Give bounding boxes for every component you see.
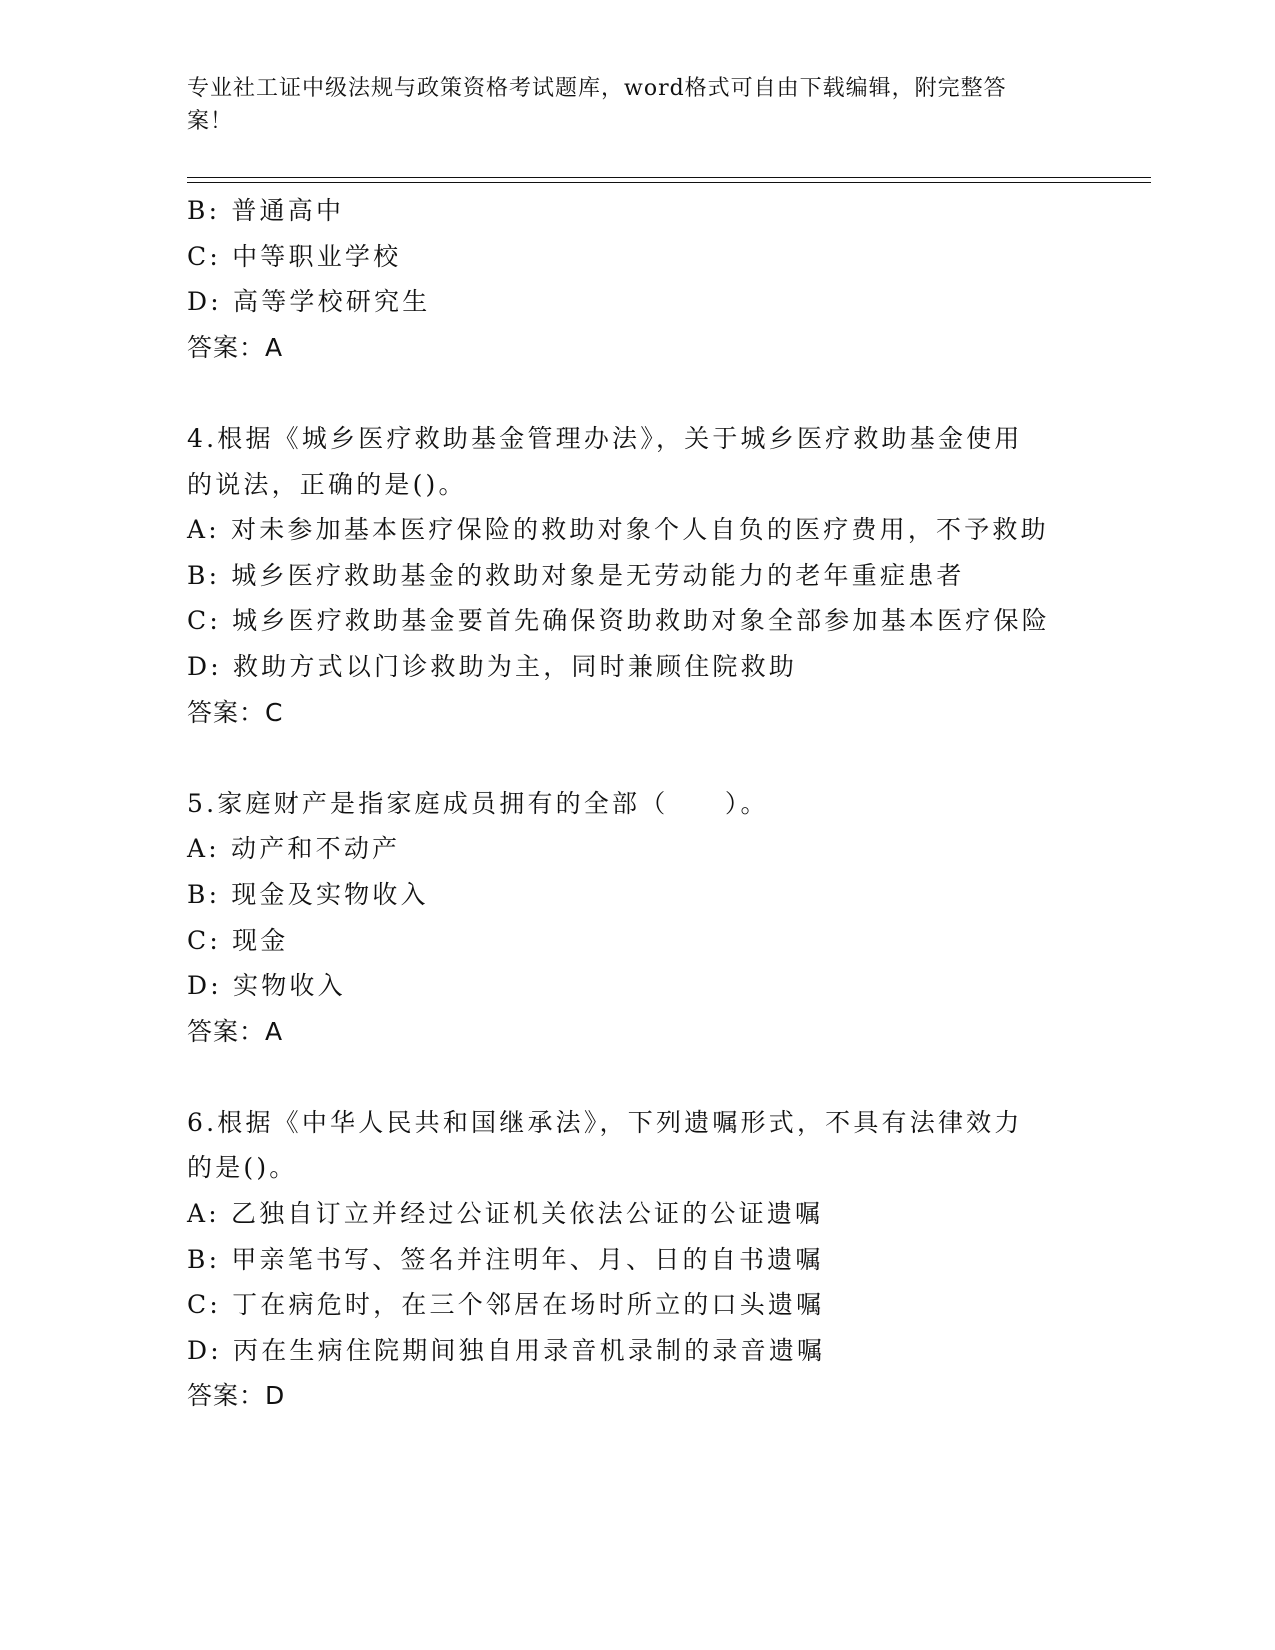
header-divider-bottom	[187, 182, 1151, 183]
answer-line: 答案：A	[187, 1016, 284, 1046]
option-b: B: 甲亲笔书写、签名并注明年、月、日的自书遗嘱	[187, 1244, 824, 1274]
answer-line: 答案：D	[187, 1381, 286, 1411]
header-line-1: 专业社工证中级法规与政策资格考试题库，word格式可自由下载编辑，附完整答	[187, 76, 1007, 101]
spacer	[187, 370, 1087, 416]
spacer	[187, 735, 1087, 781]
option-a: A: 对未参加基本医疗保险的救助对象个人自负的医疗费用，不予救助	[187, 515, 1049, 545]
option-c: C: 现金	[187, 925, 289, 955]
option-d: D: 救助方式以门诊救助为主，同时兼顾住院救助	[187, 651, 798, 681]
answer-line: 答案：A	[187, 332, 284, 362]
option-a: A: 乙独自订立并经过公证机关依法公证的公证遗嘱	[187, 1199, 824, 1229]
question-stem: 的说法，正确的是()。	[187, 469, 467, 499]
option-d: D: 实物收入	[187, 971, 346, 1001]
question-block-6	[187, 1100, 1087, 1419]
option-c: C: 城乡医疗救助基金要首先确保资助救助对象全部参加基本医疗保险	[187, 606, 1050, 636]
option-c: C: 中等职业学校	[187, 241, 402, 271]
question-block-5	[187, 781, 1087, 1055]
question-list	[187, 188, 1087, 1419]
question-stem: 6.根据《中华人民共和国继承法》，下列遗嘱形式，不具有法律效力	[187, 1107, 1023, 1137]
question-stem: 5.家庭财产是指家庭成员拥有的全部（ ）。	[187, 788, 769, 818]
option-b: B: 城乡医疗救助基金的救助对象是无劳动能力的老年重症患者	[187, 560, 965, 590]
answer-line: 答案：C	[187, 697, 284, 727]
question-block-4	[187, 416, 1087, 735]
question-stem: 4.根据《城乡医疗救助基金管理办法》，关于城乡医疗救助基金使用	[187, 423, 1023, 453]
question-stem: 的是()。	[187, 1153, 298, 1183]
spacer	[187, 1054, 1087, 1100]
document-header	[187, 72, 1067, 138]
header-line-2: 案！	[187, 109, 234, 134]
option-d: D: 丙在生病住院期间独自用录音机录制的录音遗嘱	[187, 1335, 826, 1365]
option-d: D: 高等学校研究生	[187, 287, 431, 317]
question-block-partial	[187, 188, 1087, 370]
option-b: B: 普通高中	[187, 196, 345, 225]
option-c: C: 丁在病危时，在三个邻居在场时所立的口头遗嘱	[187, 1290, 825, 1320]
option-a: A: 动产和不动产	[187, 834, 401, 864]
option-b: B: 现金及实物收入	[187, 879, 429, 909]
header-divider-top	[187, 177, 1151, 178]
